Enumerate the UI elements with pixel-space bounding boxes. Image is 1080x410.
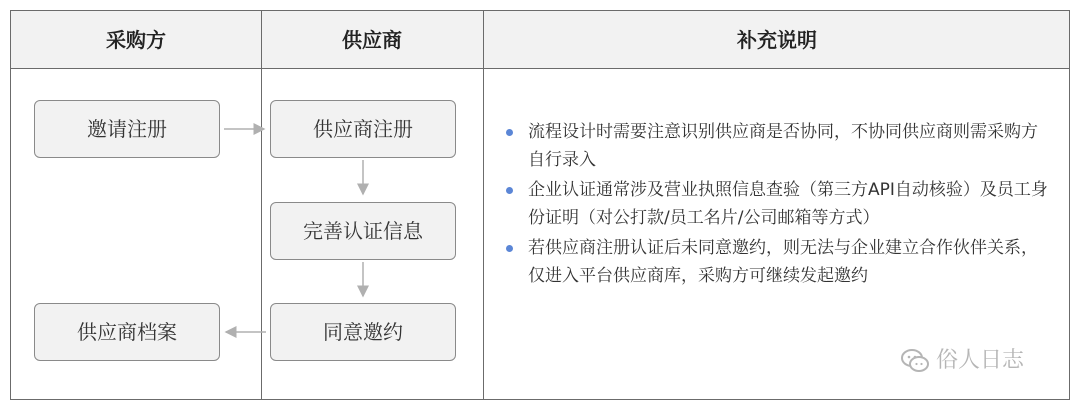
note-text: 企业认证通常涉及营业执照信息查验（第三方API自动核验）及员工身份证明（对公打款/员工名片/公司邮箱等方式） — [528, 180, 1048, 228]
watermark — [900, 343, 1024, 379]
wechat-icon — [900, 346, 930, 376]
note-text: 若供应商注册认证后未同意邀约，则无法与企业建立合作伙伴关系，仅进入平台供应商库，采购方可继续发起邀约 — [528, 238, 1038, 286]
notes-list — [498, 118, 1048, 292]
note-text: 流程设计时需要注意识别供应商是否协同，不协同供应商则需采购方自行录入 — [528, 122, 1038, 170]
bullet-icon — [506, 245, 513, 252]
node-complete-verification: 完善认证信息 — [270, 202, 456, 260]
node-accept-invitation: 同意邀约 — [270, 303, 456, 361]
bullet-icon — [506, 129, 513, 136]
node-supplier-archive: 供应商档案 — [34, 303, 220, 361]
note-item — [498, 118, 1048, 174]
header-notes: 补充说明 — [737, 28, 817, 52]
header-buyer: 采购方 — [106, 28, 166, 52]
node-supplier-register: 供应商注册 — [270, 100, 456, 158]
note-item — [498, 234, 1048, 290]
node-invite-register: 邀请注册 — [34, 100, 220, 158]
note-item — [498, 176, 1048, 232]
header-supplier: 供应商 — [342, 28, 402, 52]
watermark-text: 俗人日志 — [936, 348, 1025, 373]
bullet-icon — [506, 187, 513, 194]
